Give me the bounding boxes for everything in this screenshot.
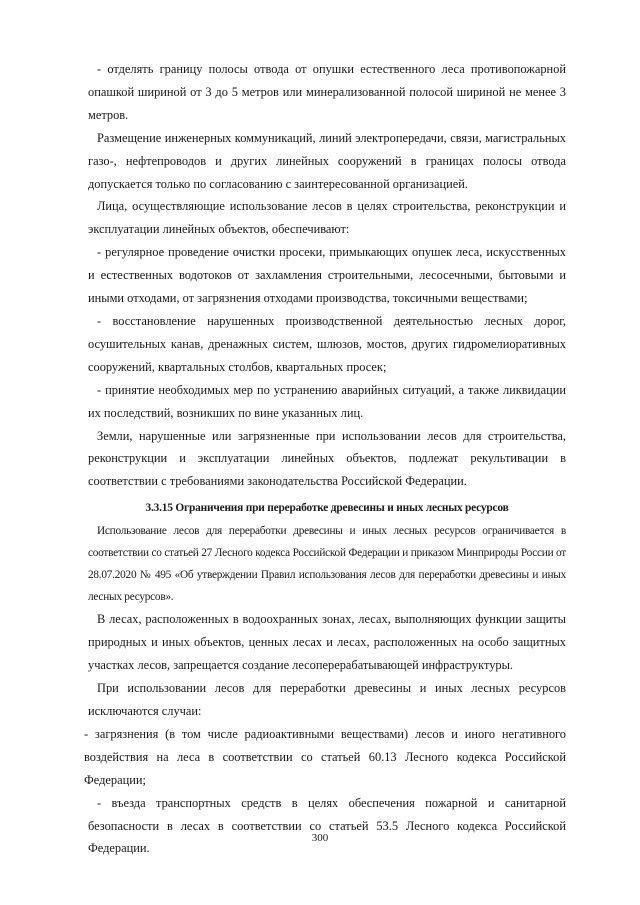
paragraph-land-recultivation: Земли, нарушенные или загрязненные при использовании лесов для строительства, реконструкции и эксплуатации линейных объектов, подлежат рекультивации в соответствии с требованиями законодательства Российской Федерации.	[88, 428, 566, 489]
paragraph-obligations-intro: Лица, осуществляющие использование лесов в целях строительства, реконструкции и эксплуатации линейных объектов, обеспечивают:	[88, 199, 566, 237]
paragraph-excluded-cases-intro: При использовании лесов для переработки древесины и иных лесных ресурсов исключаются случаи:	[88, 681, 566, 719]
paragraph-vehicle-entry-case: - въезда транспортных средств в целях обеспечения пожарной и санитарной безопасности в лесах в соответствии со статьей 53.5 Лесного кодекса Российской Федерации.	[88, 795, 566, 856]
paragraph-firebreak-requirement: - отделять границу полосы отвода от опушки естественного леса противопожарной опашкой шириной от 3 до 5 метров или минерализованной полосой шириной не менее 3 метров.	[88, 62, 566, 122]
paragraph-protected-forests: В лесах, расположенных в водоохранных зонах, лесах, выполняющих функции защиты природных и иных объектов, ценных лесах и лесах, расположенных на особо защитных участках лесов, запрещается создание лесоперерабатывающей инфраструктуры.	[88, 612, 566, 673]
paragraph-cleaning-clearings: - регулярное проведение очистки просеки, примыкающих опушек леса, искусственных и естественных водотоков от захламления строительными, лесосечными, бытовыми и иными отходами, от загрязнения отходами производства, токсичными веществами;	[88, 245, 566, 306]
section-heading: 3.3.15 Ограничения при переработке древесины и иных лесных ресурсов	[145, 502, 509, 515]
document-page	[84, 58, 566, 860]
paragraph-processing-restrictions: Использование лесов для переработки древесины и иных лесных ресурсов ограничивается в соответствии со статьей 27 Лесного кодекса Российской Федерации и приказом Минприроды России от 28.07.2020 № 495 «Об утверждении Правил использования лесов для переработки древесины и иных лесных ресурсов».	[88, 525, 566, 603]
paragraph-restoration: - восстановление нарушенных производственной деятельностью лесных дорог, осушительных канав, дренажных систем, шлюзов, мостов, других гидромелиоративных сооружений, квартальных столбов, квартальных просек;	[88, 313, 566, 374]
paragraph-emergency-measures: - принятие необходимых мер по устранению аварийных ситуаций, а также ликвидации их последствий, возникших по вине указанных лиц.	[88, 382, 566, 420]
page-number: 300	[311, 832, 329, 844]
paragraph-pollution-case: - загрязнения (в том числе радиоактивными веществами) лесов и иного негативного воздействия на леса в соответствии со статьей 60.13 Лесного кодекса Российской Федерации;	[84, 726, 566, 787]
paragraph-engineering-communications: Размещение инженерных коммуникаций, линий электропередачи, связи, магистральных газо-, нефтепроводов и других линейных сооружений в границах полосы отвода допускается только по согласованию с заинтересованной организацией.	[88, 130, 566, 191]
